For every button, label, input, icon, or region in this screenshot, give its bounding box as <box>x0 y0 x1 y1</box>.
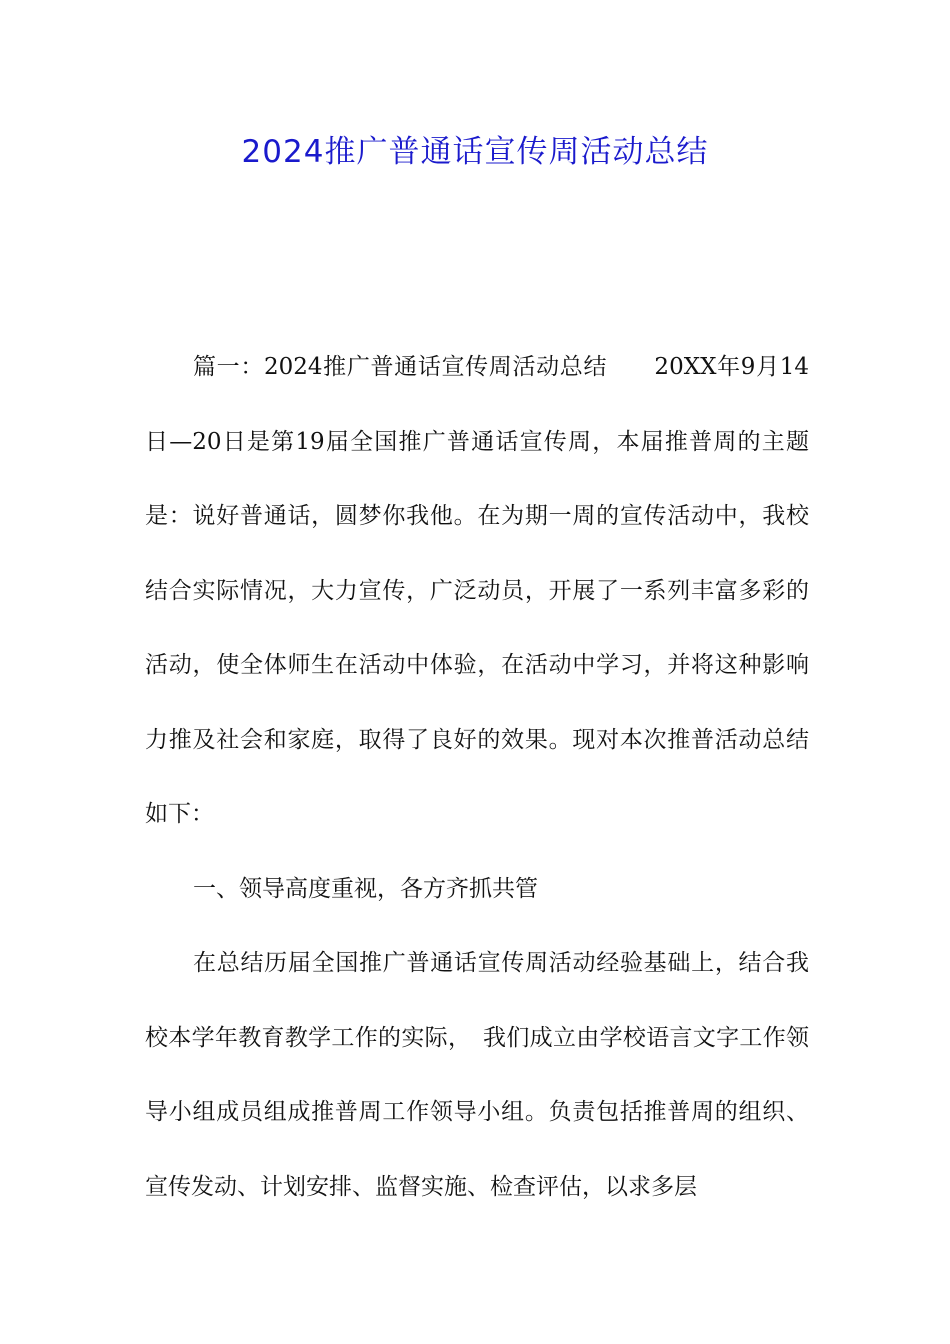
section-heading-1: 一、领导高度重视，各方齐抓共管 <box>193 875 538 902</box>
paragraph-section-1: 在总结历届全国推广普通话宣传周活动经验基础上，结合我校本学年教育教学工作的实际， 我们成立由学校语言文字工作领导小组成员组成推普周工作领导小组。负责包括推普周的组织、宣传发动、计划安排、监督实施、检查评估，以求多层 <box>145 950 809 1200</box>
document-title: 2024推广普通话宣传周活动总结 <box>241 134 709 170</box>
paragraph-intro: 篇一：2024推广普通话宣传周活动总结 20XX年9月14日—20日是第19届全国推广普通话宣传周，本届推普周的主题是：说好普通话，圆梦你我他。在为期一周的宣传活动中，我校结合实际情况，大力宣传，广泛动员，开展了一系列丰富多彩的活动，使全体师生在活动中体验，在活动中学习，并将这种影响力推及社会和家庭，取得了良好的效果。现对本次推普活动总结如下： <box>145 354 809 827</box>
document-body <box>145 330 809 1224</box>
